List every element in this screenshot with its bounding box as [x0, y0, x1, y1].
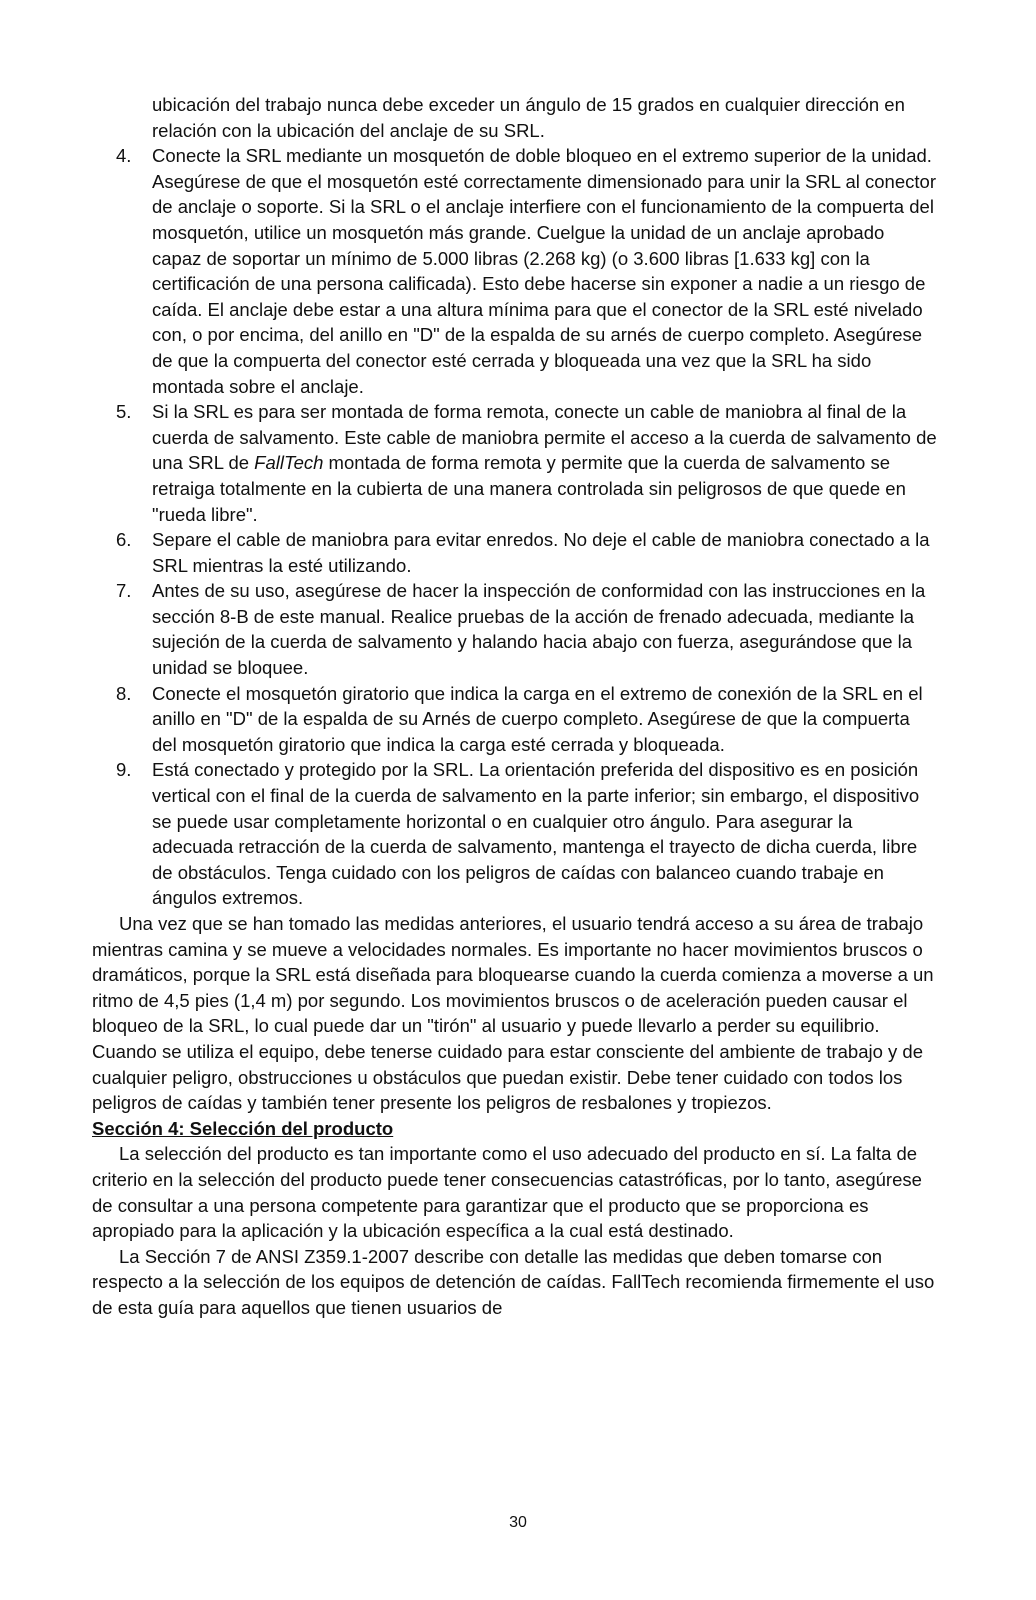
step-number: 5. — [116, 401, 132, 423]
step-number: 7. — [116, 580, 132, 602]
brand-name: FallTech — [254, 452, 324, 474]
step-text-before-brand: Si la SRL es para ser montada de forma remota, conecte un cable de maniobra al final de la cuerda de salvamento. Este cable de maniobra permite el acceso a la cuerda de salvamento de una SRL de — [152, 401, 937, 474]
step-7 — [92, 578, 937, 680]
step-6 — [92, 527, 937, 578]
page-number: 30 — [509, 1514, 527, 1531]
body-paragraph: Una vez que se han tomado las medidas anteriores, el usuario tendrá acceso a su área de trabajo mientras camina y se mueve a velocidades normales. Es importante no hacer movimientos bruscos o dramáticos, porque la SRL está diseñada para bloquearse cuando la cuerda comienza a moverse a un ritmo de 4,5 pies (1,4 m) por segundo. Los movimientos bruscos o de aceleración pueden causar el bloqueo de la SRL, lo cual puede dar un "tirón" al usuario y puede llevarlo a perder su equilibrio. Cuando se utiliza el equipo, debe tenerse cuidado para estar consciente del ambiente de trabajo y de cualquier peligro, obstrucciones u obstáculos que puedan existir. Debe tener cuidado con todos los peligros de caídas y también tener presente los peligros de resbalones y tropiezos. — [92, 913, 934, 1114]
continuation-text: ubicación del trabajo nunca debe exceder un ángulo de 15 grados en cualquier dirección en relación con la ubicación del anclaje de su SRL. — [152, 94, 905, 141]
step-number: 8. — [116, 682, 132, 704]
step-text: Separe el cable de maniobra para evitar enredos. No deje el cable de maniobra conectado a la SRL mientras la esté utilizando. — [152, 529, 930, 576]
step-text: Conecte la SRL mediante un mosquetón de doble bloqueo en el extremo superior de la unidad. Asegúrese de que el mosquetón esté correctamente dimensionado para unir la SRL al conector de anclaje o soporte. Si la SRL o el anclaje interfiere con el funcionamiento de la compuerta del mosquetón, utilice un mosquetón más grande. Cuelgue la unidad de un anclaje aprobado capaz de soportar un mínimo de 5.000 libras (2.268 kg) (o 3.600 libras [1.633 kg] con la certificación de una persona calificada). Esto debe hacerse sin exponer a nadie a un riesgo de caída. El anclaje debe estar a una altura mínima para que el conector de la SRL esté nivelado con, o por encima, del anillo en "D" de la espalda de su arnés de cuerpo completo. Asegúrese de que la compuerta del conector esté cerrada y bloqueada una vez que la SRL ha sido montada sobre el anclaje. — [152, 145, 936, 397]
section-heading: Sección 4: Selección del producto — [92, 1117, 394, 1139]
instruction-steps-list — [92, 143, 937, 911]
body-paragraph: La selección del producto es tan importante como el uso adecuado del producto en sí. La falta de criterio en la selección del producto puede tener consecuencias catastróficas, por lo tanto, asegúrese de consultar a una persona competente para garantizar que el producto que se proporciona es apropiado para la aplicación y la ubicación específica a la cual está destinado. — [92, 1143, 922, 1242]
step-4 — [92, 143, 937, 399]
step-number: 4. — [116, 145, 132, 167]
step-text: Antes de su uso, asegúrese de hacer la inspección de conformidad con las instrucciones en la sección 8-B de este manual. Realice pruebas de la acción de frenado adecuada, mediante la sujeción de la cuerda de salvamento y halando hacia abajo con fuerza, asegurándose que la unidad se bloquee. — [152, 580, 926, 679]
step-9 — [92, 757, 937, 911]
body-paragraph: La Sección 7 de ANSI Z359.1-2007 describe con detalle las medidas que deben tomarse con respecto a la selección de los equipos de detención de caídas. FallTech recomienda firmemente el uso de esta guía para aquellos que tienen usuarios de — [92, 1245, 935, 1318]
step-8 — [92, 681, 937, 758]
step-text: Conecte el mosquetón giratorio que indica la carga en el extremo de conexión de la SRL en el anillo en "D" de la espalda de su Arnés de cuerpo completo. Asegúrese de que la compuerta del mosquetón giratorio que indica la carga esté cerrada y bloqueada. — [152, 682, 923, 755]
step-text-after-brand: montada de forma remota y permite que la cuerda de salvamento se retraiga totalmente en la cubierta de una manera controlada sin peligrosos de que quede en "rueda libre". — [152, 452, 906, 525]
step-text: Está conectado y protegido por la SRL. La orientación preferida del dispositivo es en posición vertical con el final de la cuerda de salvamento en la parte inferior; sin embargo, el dispositivo se puede usar completamente horizontal o en cualquier otro ángulo. Para asegurar la adecuada retracción de la cuerda de salvamento, mantenga el trayecto de dicha cuerda, libre de obstáculos. Tenga cuidado con los peligros de caídas con balanceo cuando trabaje en ángulos extremos. — [152, 759, 920, 909]
step-number: 9. — [116, 759, 132, 781]
step-5 — [92, 399, 937, 527]
step-number: 6. — [116, 529, 132, 551]
document-page — [92, 92, 937, 1321]
